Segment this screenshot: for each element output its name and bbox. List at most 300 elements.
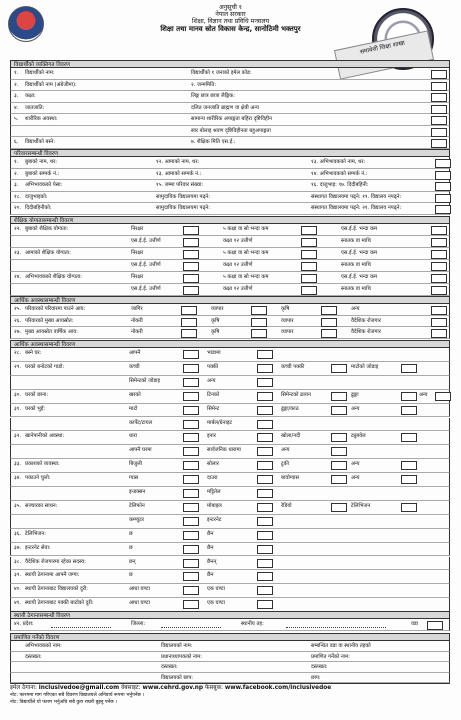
form-row <box>10 284 450 296</box>
checkbox[interactable] <box>401 392 417 401</box>
option-1: खरको <box>129 391 141 398</box>
header-government: नेपाल सरकार <box>215 11 246 18</box>
option-4: अन्य <box>351 461 360 468</box>
option-4: टेलिभिजन <box>351 502 371 509</box>
checkbox[interactable] <box>431 116 447 125</box>
verify-col-3: छाप: <box>311 674 321 681</box>
checkbox[interactable] <box>331 406 347 415</box>
row-number: ४१. <box>14 600 22 607</box>
field-label: आमाको शैक्षिक योग्यता: <box>25 250 71 256</box>
option-1: निरक्षर <box>131 250 144 256</box>
option-1: कम्प्युटर <box>129 516 144 523</box>
checkbox[interactable] <box>257 378 273 387</box>
option-1: बिजुली <box>129 461 143 468</box>
checkbox[interactable] <box>183 531 199 540</box>
checkbox[interactable] <box>183 503 199 512</box>
province-label: ४२. प्रदेश: <box>14 621 34 627</box>
option-2: एक घण्टा <box>207 586 225 593</box>
option-5: अन्य <box>419 391 428 398</box>
checkbox[interactable] <box>435 171 451 180</box>
checkbox[interactable] <box>431 274 447 283</box>
section-family: परिवारसम्बन्धी विवरण <box>10 149 450 157</box>
field-label: प्रकाशको व्यवस्था: <box>25 461 60 468</box>
option-1: नोकरी <box>131 317 143 324</box>
checkbox[interactable] <box>257 489 273 498</box>
option-1: कार्पेट/टायल <box>129 419 153 426</box>
option-1: एस.ई.ई. उत्तीर्ण <box>131 238 161 244</box>
checkbox[interactable] <box>181 306 197 315</box>
checkbox[interactable] <box>401 406 417 415</box>
option-4: ट्युबवेल <box>351 433 366 440</box>
field-options: दलित जनजाति ब्राह्मण वा क्षेत्री अन्य <box>191 104 259 111</box>
checkbox[interactable] <box>431 286 447 295</box>
form-header <box>0 0 461 58</box>
checkbox[interactable] <box>257 517 273 526</box>
checkbox[interactable] <box>257 586 273 595</box>
checkbox[interactable] <box>183 378 199 387</box>
row-number: १. <box>14 70 19 76</box>
checkbox[interactable] <box>257 406 273 415</box>
section-address: स्थायी ठेगानासम्बन्धी विवरण <box>10 611 450 619</box>
checkbox[interactable] <box>251 318 267 327</box>
checkbox[interactable] <box>401 503 417 512</box>
seal-label: समावेशी शिक्षा शाखा <box>334 30 434 79</box>
option-4: अन्य <box>351 475 360 482</box>
row-number: ३७. <box>14 544 22 551</box>
checkbox[interactable] <box>183 350 199 359</box>
option-2: अन्य <box>207 377 216 384</box>
field-options: विद्यार्थीको १ जनाको इमेल कोड: <box>191 70 252 76</box>
option-1: छ <box>129 544 133 551</box>
verify-col-3: दस्तखत: <box>311 664 328 670</box>
checkbox[interactable] <box>301 286 317 295</box>
checkbox[interactable] <box>183 517 199 526</box>
row-number: ३२. <box>14 433 22 440</box>
form-row <box>10 236 450 248</box>
field-label-2: १३. आमाको सम्पर्क नं.: <box>156 170 202 177</box>
row-number: ४०. <box>14 586 22 593</box>
verify-col-3: सम्बन्धित वडा वा स्थानीय तहको <box>311 643 371 649</box>
checkbox[interactable] <box>435 205 451 214</box>
checkbox[interactable] <box>431 82 447 91</box>
form-row <box>10 431 450 445</box>
checkbox[interactable] <box>435 182 451 191</box>
option-2: मट्टितेल <box>207 489 221 495</box>
option-2: दाउरा <box>207 475 218 482</box>
option-2: इन्टरनेट <box>207 516 222 523</box>
field-label: खानेपानीको अवस्था: <box>25 433 65 440</box>
field-label-2: सामुदायिक विद्यालयमा पढ्ने: <box>156 193 210 200</box>
row-number: ३०. <box>14 391 22 398</box>
checkbox[interactable] <box>401 475 417 484</box>
form-row <box>10 327 450 339</box>
row-number: ३१. <box>14 405 22 412</box>
ward-box[interactable] <box>427 621 443 630</box>
checkbox[interactable] <box>183 420 199 429</box>
header-annex: अनुसूची १ <box>218 4 243 11</box>
option-4: वैदेशिक रोजगार <box>351 329 381 335</box>
form-row <box>10 203 450 215</box>
row-number: ३९. <box>14 572 22 579</box>
form-row <box>10 248 450 260</box>
checkbox[interactable] <box>431 250 447 259</box>
checkbox[interactable] <box>257 572 273 581</box>
field-label: परिवारको मुख्य आयस्रोत: <box>25 317 74 324</box>
option-2: भाडामा <box>207 350 221 356</box>
option-2: छैन <box>207 544 214 551</box>
form-row <box>10 662 450 673</box>
checkbox[interactable] <box>183 433 199 442</box>
checkbox[interactable] <box>183 461 199 470</box>
checkbox[interactable] <box>431 318 447 327</box>
checkbox[interactable] <box>257 545 273 554</box>
form-row <box>10 473 450 487</box>
option-3: खोला/नदी <box>281 433 301 440</box>
option-1: छ <box>129 530 133 537</box>
option-1: छन् <box>129 558 136 565</box>
form-row <box>10 445 450 459</box>
field-label: वैदेशिक रोजगारमा रहेका सदस्य: <box>25 558 86 565</box>
checkbox[interactable] <box>183 559 199 568</box>
row-number: ३६. <box>14 530 22 537</box>
header-ministry: शिक्षा, विज्ञान तथा प्रविधि मन्त्रालय <box>191 18 270 25</box>
option-1: ग्यास <box>129 475 139 482</box>
checkbox[interactable] <box>257 433 273 442</box>
row-number: १८. <box>14 193 22 200</box>
row-number: ३४. <box>14 475 22 482</box>
field-label: कक्षा: <box>25 93 36 99</box>
verify-col-2: दस्तखत: <box>161 664 178 670</box>
checkbox[interactable] <box>331 433 347 442</box>
option-1: धारा <box>129 433 137 440</box>
checkbox[interactable] <box>257 364 273 373</box>
checkbox[interactable] <box>431 105 447 114</box>
fb-link[interactable]: www.facebook.com/inclusivedoe <box>224 685 332 691</box>
field-options: २. जन्ममिति: <box>191 81 217 88</box>
checkbox[interactable] <box>331 475 347 484</box>
form-row <box>10 652 450 663</box>
row-number: २३. <box>14 250 22 256</box>
form-row <box>10 390 450 404</box>
checkbox[interactable] <box>431 128 447 137</box>
row-number: ३. <box>14 93 19 99</box>
row-number: २. <box>14 170 19 177</box>
field-label: दिदीबहिनीको: <box>25 205 52 211</box>
form-row <box>10 641 450 652</box>
option-1: नोकरी <box>131 329 143 335</box>
option-2: मार्बल/ग्रेनाइट <box>207 419 232 426</box>
option-1: टेलिफोन <box>129 502 145 509</box>
form-row <box>10 304 450 316</box>
field-options: सामान्य शारीरिक अपाङ्गता बहिरा दृष्टिविहीन <box>191 116 272 122</box>
field-label: बुबाको शैक्षिक योग्यता: <box>25 226 69 232</box>
option-1: आफ्नै <box>129 350 141 356</box>
field-options: लिङ्ग छात्र छात्रा लैङ्गिक: <box>191 93 235 99</box>
field-label: पकाउने चुलो: <box>25 475 51 482</box>
checkbox[interactable] <box>401 364 417 373</box>
field-label: घरको भुइँ: <box>25 405 46 412</box>
checkbox[interactable] <box>257 447 273 456</box>
row-number: ५. <box>14 116 19 122</box>
option-3: ढुङ्गा/काठ <box>281 405 299 412</box>
verify-col-3: प्रमाणित गर्नेको नाम: <box>311 653 350 660</box>
form-row <box>10 114 450 126</box>
option-3: एस.ई.ई. भन्दा कम <box>341 250 378 256</box>
footer-note-1: नोट: फारममा माग गरिएका सबै विवरण विद्यालयले अनिवार्य रूपमा भर्नुपर्नेछ । <box>10 693 145 698</box>
header-center: शिक्षा तथा मानव स्रोत विकास केन्द्र, सानोठिमी भक्तपुर <box>160 25 301 33</box>
checkbox[interactable] <box>331 461 347 470</box>
checkbox[interactable] <box>181 318 197 327</box>
checkbox[interactable] <box>183 475 199 484</box>
verify-col-1: दस्तखत: <box>25 653 42 660</box>
checkbox[interactable] <box>401 433 417 442</box>
option-2: मोबाइल <box>207 502 222 509</box>
option-4: अन्य <box>351 405 360 412</box>
checkbox[interactable] <box>401 461 417 470</box>
option-4: वैदेशिक रोजगार <box>351 317 381 324</box>
form-row <box>10 557 450 571</box>
option-2: व्यापार <box>211 306 224 312</box>
option-2: कृषि <box>211 329 220 335</box>
row-number: २५. <box>14 306 22 312</box>
form-row <box>10 260 450 272</box>
field-label: घरको छाना: <box>25 391 49 398</box>
checkbox[interactable] <box>435 392 451 401</box>
email-link[interactable]: inclusivedoe@gmail.com <box>38 685 120 691</box>
checkbox[interactable] <box>183 226 199 235</box>
checkbox[interactable] <box>435 159 451 168</box>
checkbox[interactable] <box>183 262 199 271</box>
form-row <box>10 103 450 115</box>
checkbox[interactable] <box>431 93 447 102</box>
option-1: आफ्नै घरमा <box>129 447 152 454</box>
checkbox[interactable] <box>183 286 199 295</box>
section-verification: प्रमाणित गर्नेको विवरण <box>10 633 450 641</box>
option-3: स्नातक वा माथि <box>341 262 371 268</box>
checkbox[interactable] <box>257 350 273 359</box>
form-row <box>10 91 450 103</box>
checkbox[interactable] <box>321 318 337 327</box>
option-2: सोलार <box>207 461 219 468</box>
option-2: कृषि <box>211 317 220 324</box>
field-options: ७. शैक्षिक मिति एस.ई.: <box>191 139 236 145</box>
checkbox[interactable] <box>183 586 199 595</box>
verify-col-1: अभिभावकको नाम: <box>25 643 62 649</box>
checkbox[interactable] <box>183 238 199 247</box>
checkbox[interactable] <box>331 392 347 401</box>
field-label-3: १३. अभिभावकको नाम, थर: <box>311 159 366 165</box>
checkbox[interactable] <box>183 600 199 609</box>
row-number: २०. <box>14 205 22 211</box>
row-number: २६. <box>14 317 22 324</box>
field-label: स्थायी ठेगानामा आफ्नै जग्गा: <box>25 572 80 579</box>
checkbox[interactable] <box>257 531 273 540</box>
option-3: व्यापार <box>281 317 294 324</box>
footer-contacts <box>10 683 450 692</box>
option-2: कक्षा १२ उत्तीर्ण <box>223 262 253 268</box>
form-row <box>10 272 450 284</box>
form-row <box>10 180 450 192</box>
row-number: ३३. <box>14 461 22 468</box>
checkbox[interactable] <box>301 250 317 259</box>
fb-label: फेसबुक: <box>204 685 224 691</box>
field-label: घरको बनोटको गाडो: <box>25 363 65 370</box>
option-3: कृषि <box>281 306 290 312</box>
row-number: १. <box>14 159 19 165</box>
field-label: टेलिभिजन: <box>25 530 46 537</box>
checkbox[interactable] <box>257 503 273 512</box>
checkbox[interactable] <box>257 475 273 484</box>
option-2: सिमेन्ट <box>207 405 220 412</box>
option-1: एस.ई.ई. उत्तीर्ण <box>131 262 161 268</box>
row-number: ४. <box>14 104 19 111</box>
option-2: कक्षा १२ उत्तीर्ण <box>223 286 253 292</box>
row-number: २२. <box>14 226 22 232</box>
form-row <box>10 584 450 598</box>
ward-label: वडा <box>411 621 419 627</box>
option-1: निरक्षर <box>131 226 144 232</box>
checkbox[interactable] <box>431 70 447 79</box>
form-row <box>10 169 450 181</box>
option-1: कच्ची <box>129 363 140 370</box>
form-row <box>10 316 450 328</box>
checkbox[interactable] <box>183 572 199 581</box>
option-2: एक घण्टा <box>207 600 225 607</box>
verify-col-2: विद्यालयको छाप: <box>161 674 194 681</box>
option-2: पक्की <box>207 363 219 370</box>
checkbox[interactable] <box>257 559 273 568</box>
option-1: आधा घण्टा <box>129 586 150 593</box>
email-label: इमेल ठेगाना: <box>10 685 37 691</box>
checkbox[interactable] <box>257 392 273 401</box>
checkbox[interactable] <box>431 226 447 235</box>
option-2: ५ कक्षा वा सो भन्दा कम <box>223 250 269 256</box>
row-number: २७. <box>14 329 22 335</box>
form-row <box>10 673 450 684</box>
option-3: व्यापार <box>281 329 294 335</box>
field-label: विद्यार्थीको नाम: <box>25 70 55 76</box>
checkbox[interactable] <box>183 489 199 498</box>
field-label: दाजुभाइको: <box>25 193 48 200</box>
checkbox[interactable] <box>301 238 317 247</box>
option-2: सार्वजनिक धारामा <box>207 447 241 454</box>
checkbox[interactable] <box>251 306 267 315</box>
field-label: जातजाति: <box>25 104 45 111</box>
option-1: माटो <box>129 405 138 412</box>
web-link[interactable]: www.cehrd.gov.np <box>142 685 204 691</box>
checkbox[interactable] <box>183 392 199 401</box>
field-label: सञ्चारका साधन: <box>25 502 58 509</box>
row-number: ६. <box>14 139 19 145</box>
option-3: स्नातक वा माथि <box>341 238 371 244</box>
footer-note-2: नोट: विद्यार्थीले यो फारम भर्नुअघि सबै कुरा राम्ररी बुझ्नु पर्नेछ । <box>10 700 117 705</box>
option-3: अन्य <box>281 447 290 454</box>
field-label-2: १५. जम्मा परिवार संख्या: <box>156 182 204 188</box>
checkbox[interactable] <box>183 447 199 456</box>
row-number: २. <box>14 81 19 88</box>
checkbox[interactable] <box>183 364 199 373</box>
field-label: स्थायी ठेगानाबाट विद्यालयको दुरी: <box>25 586 88 593</box>
form-row <box>10 418 450 432</box>
form-row <box>10 348 450 362</box>
checkbox[interactable] <box>301 226 317 235</box>
option-1: इन्डक्सन <box>129 489 146 495</box>
option-4: माटोको जोडाइ <box>351 363 379 370</box>
field-label: विद्यार्थीको नाम (अंग्रेजीमा): <box>25 81 77 88</box>
field-label: अभिभावकको पेसा: <box>25 182 63 188</box>
checkbox[interactable] <box>435 194 451 203</box>
form-row <box>10 598 450 612</box>
checkbox[interactable] <box>321 306 337 315</box>
option-2: छैन <box>207 530 214 537</box>
form-row <box>10 68 450 80</box>
checkbox[interactable] <box>257 420 273 429</box>
section-occupation: आर्थिक अवस्थासम्बन्धी विवरण <box>10 296 450 304</box>
option-1: निरक्षर <box>131 274 144 280</box>
option-3: रेडियो <box>281 502 292 509</box>
checkbox[interactable] <box>321 329 337 338</box>
field-label-3: १४. अभिभावकको सम्पर्क नं.: <box>311 170 368 177</box>
row-number: २९. <box>14 363 22 370</box>
row-number: २४. <box>14 274 22 280</box>
checkbox[interactable] <box>431 306 447 315</box>
field-label: बुबाको नाम, थर: <box>25 159 58 165</box>
checkbox[interactable] <box>331 503 347 512</box>
checkbox[interactable] <box>431 139 447 148</box>
checkbox[interactable] <box>331 447 347 456</box>
form-row <box>10 487 450 501</box>
option-2: छैनन् <box>207 558 217 565</box>
option-3: कच्ची पक्की <box>281 363 305 370</box>
row-number: ३५. <box>14 502 22 509</box>
section-economic: आर्थिक अवस्थासम्बन्धी विवरण <box>10 340 450 348</box>
checkbox[interactable] <box>181 329 197 338</box>
option-3: बायोग्यास <box>281 475 299 482</box>
option-2: ५ कक्षा वा सो भन्दा कम <box>223 274 269 280</box>
checkbox[interactable] <box>251 329 267 338</box>
checkbox[interactable] <box>183 250 199 259</box>
checkbox[interactable] <box>257 600 273 609</box>
checkbox[interactable] <box>183 274 199 283</box>
field-label: अभिभावकको शैक्षिक योग्यता: <box>25 274 82 280</box>
form-row <box>10 501 450 515</box>
checkbox[interactable] <box>183 406 199 415</box>
checkbox[interactable] <box>183 545 199 554</box>
checkbox[interactable] <box>431 262 447 271</box>
checkbox[interactable] <box>431 329 447 338</box>
field-label: स्थायी ठेगानाबाट पक्की बाटोको दुरी: <box>25 600 94 607</box>
option-4: अन्य <box>351 306 360 312</box>
option-3: टुकी <box>281 461 289 468</box>
checkbox[interactable] <box>431 238 447 247</box>
form-row <box>10 137 450 149</box>
form-row <box>10 362 450 376</box>
form-row <box>10 515 450 529</box>
checkbox[interactable] <box>301 262 317 271</box>
checkbox[interactable] <box>257 461 273 470</box>
field-options: स्वर बोलाइ श्रवण दृष्टिविहीनता बहुअपाङ्गता <box>191 127 271 134</box>
verify-col-2: प्रधानाध्यापकको नाम: <box>161 653 202 660</box>
row-number: २८. <box>14 350 22 356</box>
checkbox[interactable] <box>331 364 347 373</box>
option-3: एस.ई.ई. भन्दा कम <box>341 226 378 232</box>
field-label: इन्टरनेट सेवा: <box>25 544 51 551</box>
checkbox[interactable] <box>301 274 317 283</box>
option-2: इनार <box>207 433 216 440</box>
field-label-2: १२. आमाको नाम, थर: <box>156 159 200 165</box>
field-label: परिवारको परिवारमा पाउने आय: <box>25 306 86 312</box>
district-label: जिल्ला: <box>131 621 146 627</box>
